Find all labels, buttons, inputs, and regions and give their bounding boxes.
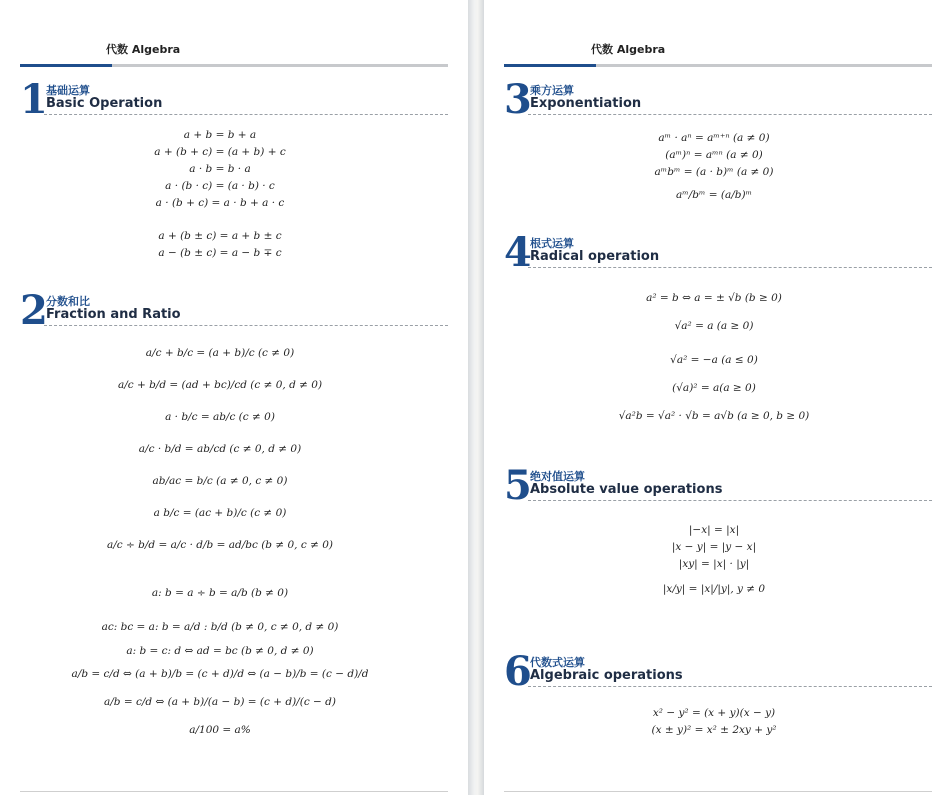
section-6-heading (504, 648, 932, 695)
formula: a · b = b · a (189, 163, 251, 175)
formula: aᵐ/bᵐ = (a/b)ᵐ (675, 189, 753, 201)
section-number: 3 (504, 76, 532, 123)
section-number: 2 (20, 287, 48, 334)
formula: a · (b + c) = a · b + a · c (155, 197, 285, 209)
section-title-cn: 乘方运算 (530, 84, 574, 97)
section-6-formulas (574, 705, 854, 739)
section-title-en: Absolute value operations (530, 482, 723, 497)
section-title-en: Exponentiation (530, 96, 642, 111)
section-divider (44, 325, 448, 326)
section-2-heading (20, 287, 448, 334)
book-gutter (468, 0, 484, 795)
left-page (0, 0, 468, 795)
section-title-cn: 基础运算 (46, 84, 90, 97)
footer-rule-right (504, 791, 932, 792)
section-4-formulas (564, 284, 864, 430)
section-3-formulas (574, 130, 854, 209)
formula: aᵐ · aⁿ = aᵐ⁺ⁿ (a ≠ 0) (658, 132, 770, 144)
section-divider (528, 267, 932, 268)
formula: √a²b = √a² · √b = a√b (a ≥ 0, b ≥ 0) (618, 410, 810, 422)
section-number: 1 (20, 76, 48, 123)
formula: (aᵐ)ⁿ = aᵐⁿ (a ≠ 0) (665, 149, 763, 161)
formula: a − (b ± c) = a − b ∓ c (158, 247, 282, 259)
section-5-heading (504, 462, 932, 509)
formula: |x/y| = |x|/|y|, y ≠ 0 (662, 583, 766, 595)
formula: ac: bc = a: b = a/d : b/d (b ≠ 0, c ≠ 0, d ≠ 0) (101, 621, 339, 633)
section-5-formulas (574, 522, 854, 605)
section-divider (528, 114, 932, 115)
section-title-en: Algebraic operations (530, 668, 683, 683)
section-number: 6 (504, 648, 532, 695)
formula: |−x| = |x| (688, 524, 740, 536)
running-header-right: 代数 Algebra (591, 43, 666, 56)
section-1-heading (20, 76, 448, 123)
section-number: 5 (504, 462, 532, 509)
formula: a² = b ⇔ a = ± √b (b ≥ 0) (646, 292, 782, 304)
section-4-heading (504, 229, 932, 276)
formula: |xy| = |x| · |y| (678, 558, 750, 570)
section-divider (528, 500, 932, 501)
section-title-cn: 绝对值运算 (530, 470, 585, 483)
formula: a b/c = (ac + b)/c (c ≠ 0) (153, 507, 287, 519)
section-number: 4 (504, 229, 532, 276)
formula: x² − y² = (x + y)(x − y) (652, 707, 776, 719)
section-title-en: Fraction and Ratio (46, 307, 181, 322)
formula: a/c · b/d = ab/cd (c ≠ 0, d ≠ 0) (138, 443, 302, 455)
section-2-formulas (60, 337, 380, 744)
formula: (√a)² = a(a ≥ 0) (672, 382, 756, 394)
formula: ab/ac = b/c (a ≠ 0, c ≠ 0) (152, 475, 288, 487)
formula: a/c + b/d = (ad + bc)/cd (c ≠ 0, d ≠ 0) (117, 379, 323, 391)
formula: a: b = a ÷ b = a/b (b ≠ 0) (151, 587, 289, 599)
section-divider (44, 114, 448, 115)
formula: a: b = c: d ⇔ ad = bc (b ≠ 0, d ≠ 0) (126, 645, 314, 657)
formula: a/c + b/c = (a + b)/c (c ≠ 0) (145, 347, 295, 359)
formula: a/b = c/d ⇔ (a + b)/(a − b) = (c + d)/(c − d) (104, 696, 336, 708)
section-3-heading (504, 76, 932, 123)
section-divider (528, 686, 932, 687)
header-rule-right (504, 64, 932, 67)
section-title-cn: 根式运算 (530, 237, 574, 250)
section-title-en: Basic Operation (46, 96, 163, 111)
formula: |x − y| = |y − x| (671, 541, 757, 553)
formula: a/c ÷ b/d = a/c · d/b = ad/bc (b ≠ 0, c ≠ 0) (107, 539, 333, 551)
section-title-cn: 代数式运算 (530, 656, 585, 669)
formula: (x ± y)² = x² ± 2xy + y² (651, 724, 777, 736)
formula: a/b = c/d ⇔ (a + b)/b = (c + d)/d ⇔ (a − b)/b = (c − d)/d (71, 668, 369, 680)
formula: a · (b · c) = (a · b) · c (165, 180, 275, 192)
formula: a + (b + c) = (a + b) + c (154, 146, 286, 158)
section-title-cn: 分数和比 (46, 295, 90, 308)
formula: aᵐbᵐ = (a · b)ᵐ (a ≠ 0) (654, 166, 774, 178)
section-1-formulas (80, 127, 360, 262)
formula: √a² = a (a ≥ 0) (674, 320, 754, 332)
section-title-en: Radical operation (530, 249, 660, 264)
formula: a + b = b + a (183, 129, 257, 141)
formula: a + (b ± c) = a + b ± c (158, 230, 282, 242)
formula: √a² = −a (a ≤ 0) (670, 354, 758, 366)
right-page (484, 0, 950, 795)
header-rule-left (20, 64, 448, 67)
running-header-left: 代数 Algebra (106, 43, 181, 56)
footer-rule-left (20, 791, 448, 792)
formula: a · b/c = ab/c (c ≠ 0) (165, 411, 275, 423)
formula: a/100 = a% (189, 724, 251, 736)
